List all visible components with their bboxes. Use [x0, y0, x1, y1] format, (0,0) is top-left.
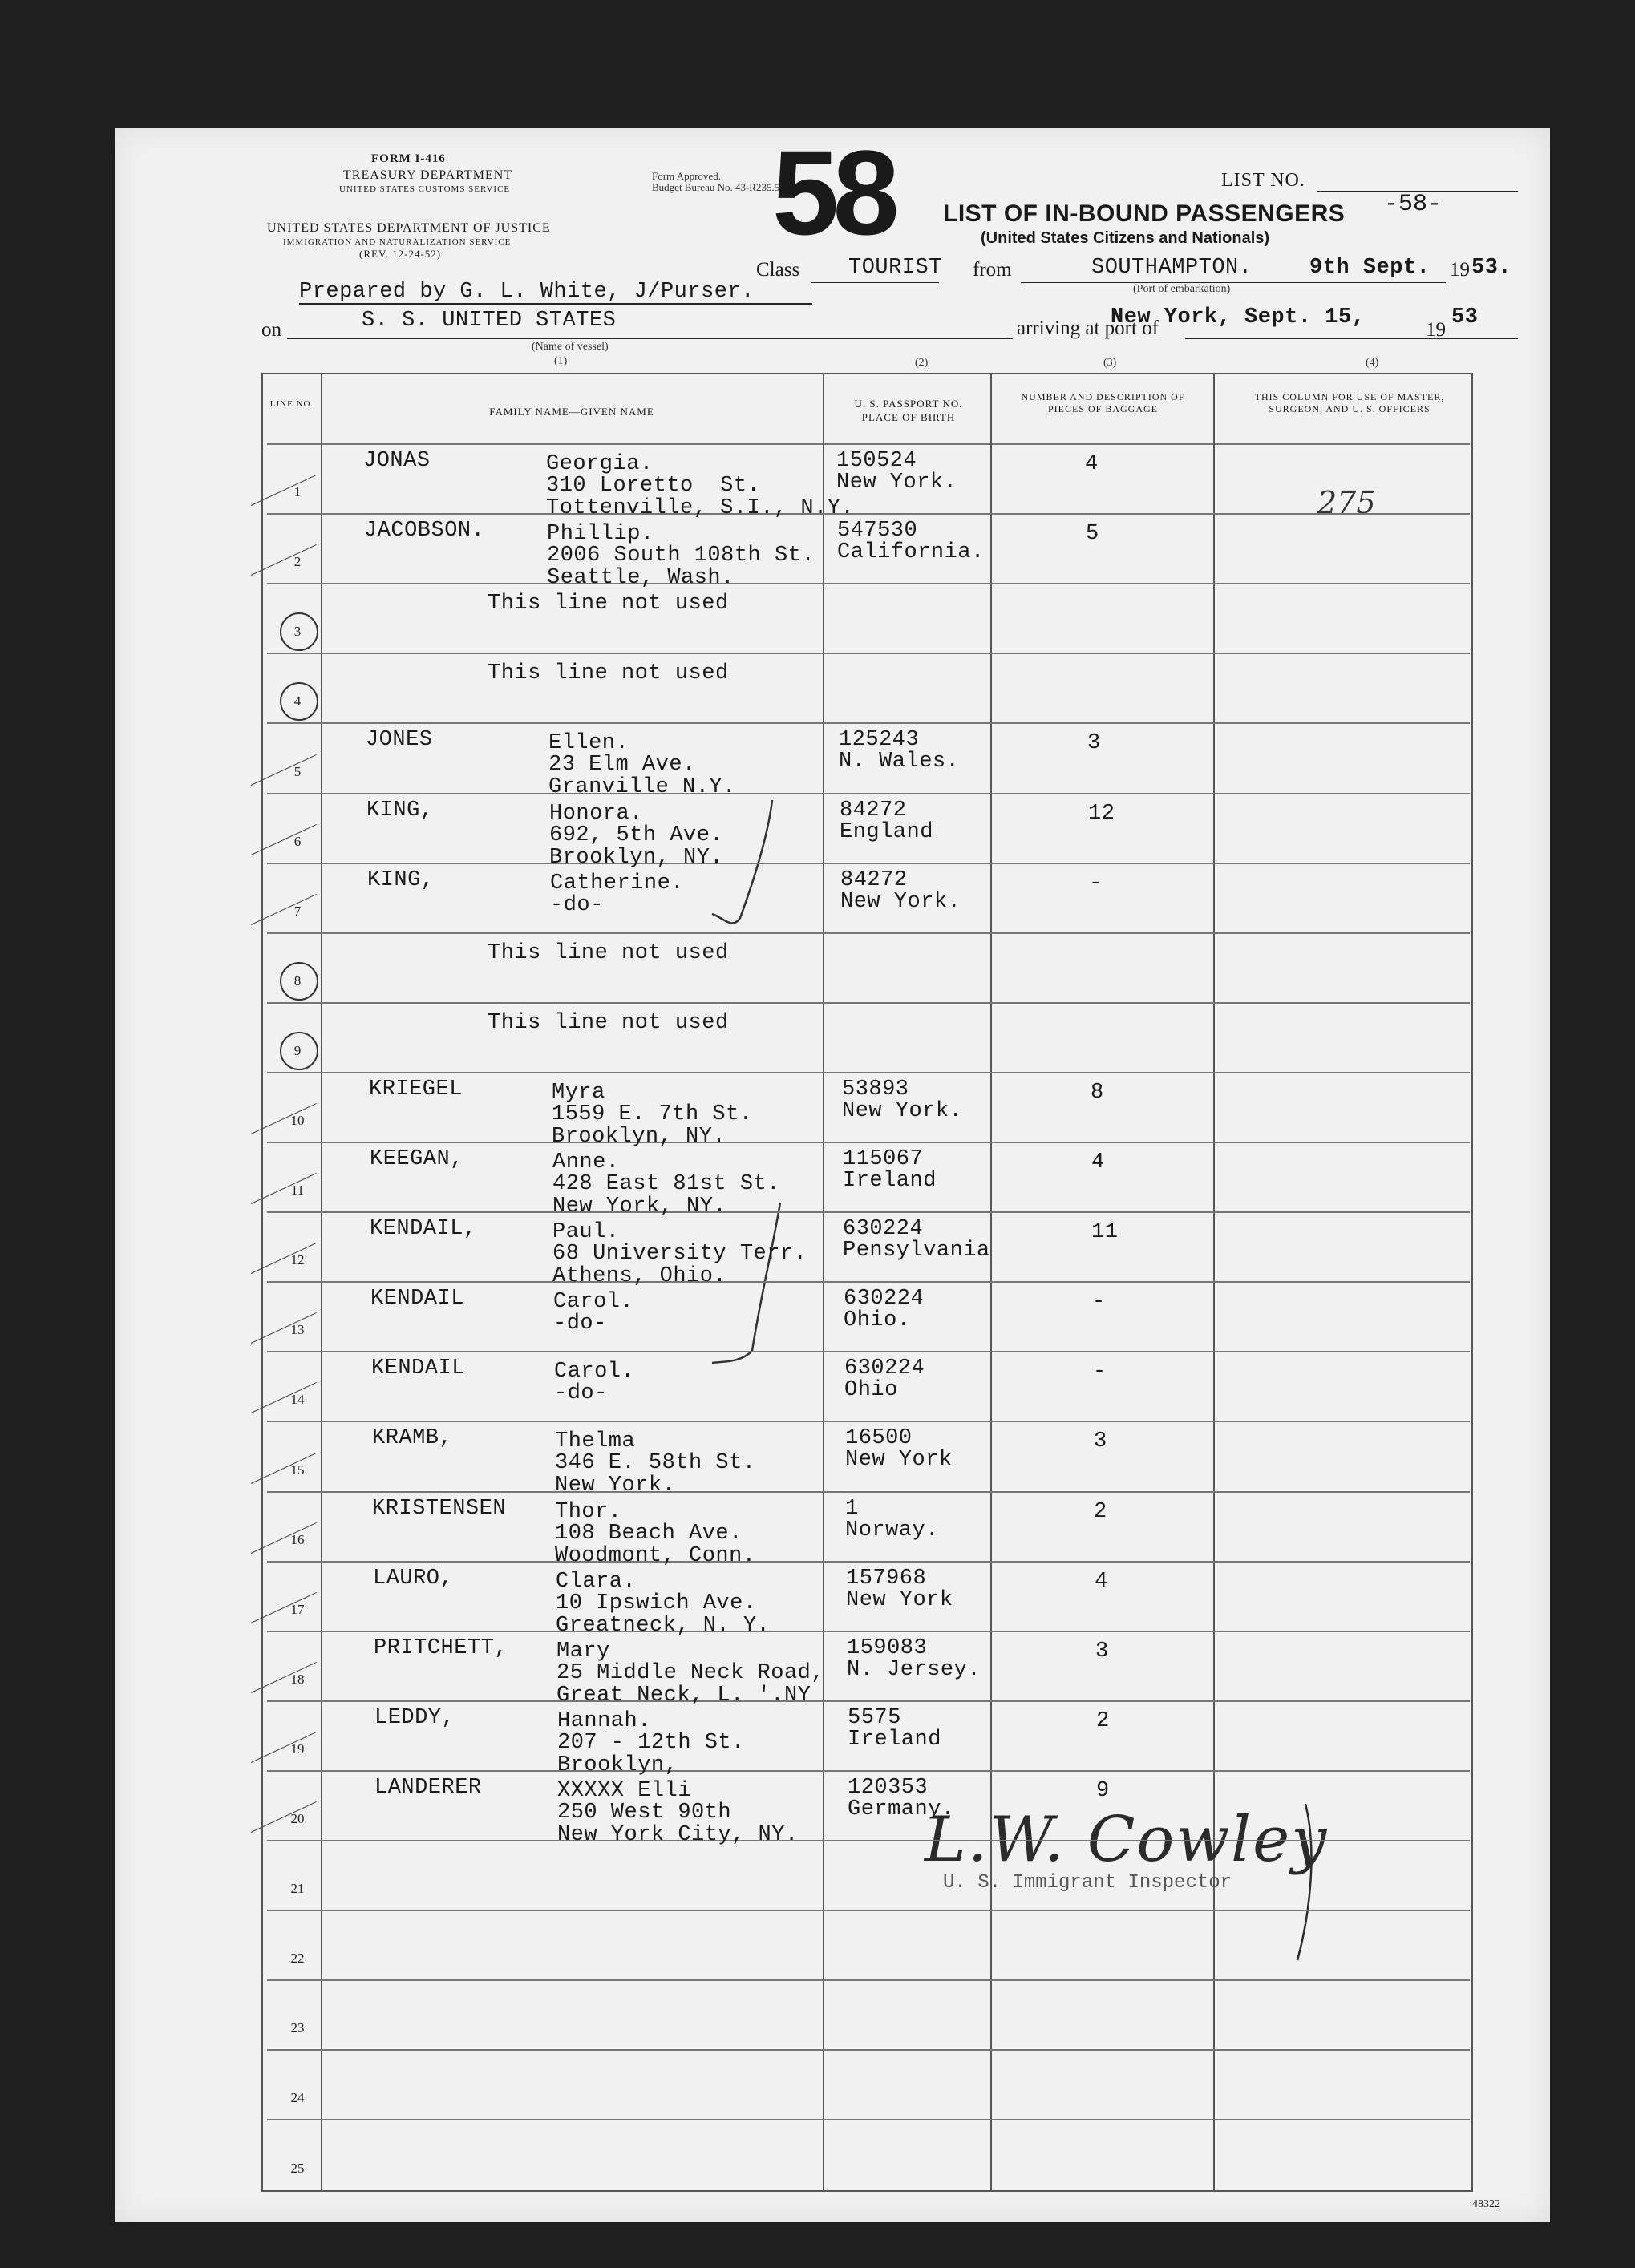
column-number-4: (4)	[1366, 357, 1379, 369]
given-name: Anne.	[552, 1150, 620, 1174]
given-name: Thelma	[555, 1429, 636, 1453]
vessel-name: S. S. UNITED STATES	[362, 309, 617, 333]
year2-prefix: 19	[1426, 319, 1446, 341]
passport-number: 630224	[844, 1356, 925, 1381]
arriving-label: arriving at port of	[1017, 317, 1159, 339]
place-of-birth: England	[840, 820, 933, 844]
big-list-number: 58	[772, 125, 893, 260]
address-line-2: Seattle, Wash.	[547, 566, 735, 590]
passport-number: 159083	[847, 1636, 928, 1660]
address-line-1: 10 Ipswich Ave.	[556, 1591, 757, 1615]
family-name: KRIEGEL	[369, 1077, 463, 1102]
given-name: Hannah.	[557, 1709, 651, 1733]
address-line-1: 428 East 81st St.	[552, 1172, 780, 1196]
line-number: 24	[290, 2090, 305, 2105]
place-of-birth: New York	[845, 1448, 953, 1472]
given-name: Paul.	[552, 1220, 620, 1244]
row-divider	[267, 1840, 1470, 1841]
embarkation-port: SOUTHAMPTON.	[1091, 256, 1253, 280]
given-name: Honora.	[549, 802, 643, 826]
family-name: KENDAIL	[370, 1287, 464, 1311]
address-line-2: Granville N.Y.	[548, 775, 736, 799]
year-prefix: 19	[1450, 259, 1470, 281]
class-label: Class	[756, 259, 800, 281]
address-line-1: 250 West 90th	[557, 1801, 732, 1825]
place-of-birth: Germany.	[848, 1797, 955, 1821]
customs-service: UNITED STATES CUSTOMS SERVICE	[339, 184, 511, 194]
form-number: FORM I-416	[371, 152, 446, 165]
passport-number: 5575	[848, 1706, 901, 1730]
line-number: 20	[290, 1811, 305, 1826]
line-number: 7	[293, 904, 302, 919]
address-line-2: New York, NY.	[552, 1195, 727, 1219]
on-label: on	[261, 319, 281, 341]
line-not-used: This line not used	[488, 661, 729, 685]
line-number: 13	[290, 1322, 305, 1337]
row-divider	[267, 653, 1470, 654]
row-divider	[267, 1351, 1470, 1352]
given-name: Mary	[556, 1639, 610, 1664]
baggage-count: 4	[1085, 452, 1099, 476]
line-number: 21	[290, 1881, 305, 1896]
row-divider	[267, 932, 1470, 934]
baggage-count: 3	[1094, 1429, 1107, 1453]
given-name: Ellen.	[548, 731, 629, 755]
address-line-2: Brooklyn, NY.	[549, 846, 724, 870]
row-divider	[267, 1072, 1470, 1073]
row-divider	[267, 1631, 1470, 1632]
line-circle-mark	[280, 1032, 318, 1070]
prepared-by: Prepared by G. L. White, J/Purser.	[299, 280, 755, 304]
address-line-1: 310 Loretto St.	[546, 474, 761, 498]
line-not-used: This line not used	[488, 941, 729, 965]
baggage-count: 9	[1096, 1779, 1110, 1803]
embarkation-date: 9th Sept.	[1309, 256, 1431, 280]
address-line-1: -do-	[553, 1312, 607, 1336]
address-line-1: -do-	[554, 1381, 608, 1405]
passport-number: 630224	[843, 1217, 924, 1241]
family-name: JONES	[366, 728, 433, 752]
baggage-count: -	[1093, 1360, 1107, 1384]
passport-number: 84272	[840, 798, 907, 823]
place-of-birth: New York.	[842, 1099, 963, 1123]
baggage-count: -	[1092, 1290, 1106, 1314]
form-title: LIST OF IN-BOUND PASSENGERS	[943, 200, 1346, 227]
given-name: Thor.	[555, 1500, 622, 1524]
place-of-birth: N. Wales.	[839, 750, 960, 774]
address-line-2: Brooklyn, NY.	[552, 1125, 726, 1149]
passport-number: 115067	[843, 1147, 924, 1171]
baggage-count: -	[1089, 871, 1103, 895]
line-number: 18	[290, 1672, 305, 1687]
line-number: 3	[293, 624, 302, 639]
baggage-count: 4	[1091, 1150, 1105, 1174]
line-number: 6	[293, 834, 302, 849]
place-of-birth: N. Jersey.	[847, 1658, 981, 1682]
row-divider	[267, 1979, 1470, 1981]
row-divider	[267, 2119, 1470, 2120]
place-of-birth: Pensylvania	[843, 1239, 990, 1263]
line-number: 11	[290, 1183, 305, 1198]
line-number: 22	[290, 1951, 305, 1966]
passport-number: 1	[845, 1497, 859, 1521]
line-circle-mark	[280, 962, 318, 1001]
family-name: KING,	[366, 798, 434, 823]
line-number: 23	[290, 2020, 305, 2036]
inspector-signature: L.W. Cowley	[925, 1804, 1329, 1876]
baggage-count: 4	[1095, 1570, 1108, 1594]
list-no-value: -58-	[1384, 191, 1443, 218]
line-not-used: This line not used	[488, 592, 729, 616]
family-name: LEDDY,	[374, 1706, 455, 1730]
row-divider	[267, 1491, 1470, 1493]
line-number: 4	[293, 693, 302, 709]
from-label: from	[973, 259, 1012, 281]
place-of-birth: Ireland	[843, 1169, 937, 1193]
passport-number: 16500	[845, 1426, 913, 1450]
family-name: KRAMB,	[372, 1426, 453, 1450]
passport-number: 547530	[837, 519, 918, 543]
arrival-year: 53	[1451, 305, 1479, 329]
class-value: TOURIST	[848, 256, 942, 280]
baggage-count: 2	[1096, 1709, 1110, 1733]
footer-code: 48322	[1472, 2198, 1500, 2210]
family-name: KENDAIL,	[370, 1217, 477, 1241]
line-circle-mark	[280, 612, 318, 651]
passport-number: 84272	[840, 868, 908, 892]
embarkation-caption: (Port of embarkation)	[1133, 283, 1231, 295]
address-line-2: Great Neck, L. '.NY	[556, 1684, 811, 1708]
line-number: 14	[290, 1392, 305, 1407]
line-number: 8	[293, 973, 302, 988]
row-divider	[267, 1910, 1470, 1911]
place-of-birth: Ohio.	[844, 1308, 911, 1332]
arrival-port: New York, Sept. 15,	[1111, 305, 1366, 329]
row-divider	[267, 1002, 1470, 1004]
column-number-1: (1)	[554, 355, 568, 367]
line-number: 12	[290, 1252, 305, 1267]
form-subtitle: (United States Citizens and Nationals)	[981, 229, 1270, 247]
col-header-passport: U. S. PASSPORT NO. PLACE OF BIRTH	[854, 398, 963, 423]
given-name: Phillip.	[547, 522, 654, 546]
baggage-count: 11	[1091, 1220, 1119, 1244]
place-of-birth: New York	[846, 1588, 953, 1612]
treasury-dept: TREASURY DEPARTMENT	[343, 168, 513, 182]
family-name: LANDERER	[374, 1776, 482, 1800]
row-divider	[267, 863, 1470, 864]
given-name: Catherine.	[550, 871, 685, 895]
line-number: 9	[293, 1043, 302, 1058]
row-divider	[267, 2049, 1470, 2051]
address-line-1: 692, 5th Ave.	[549, 823, 724, 847]
address-line-2: Athens, Ohio.	[552, 1264, 727, 1288]
passport-number: 150524	[836, 449, 917, 473]
passport-number: 125243	[839, 728, 920, 752]
family-name: KEEGAN,	[370, 1147, 463, 1171]
address-line-2: New York.	[555, 1474, 676, 1498]
family-name: KING,	[367, 868, 435, 892]
address-line-1: 108 Beach Ave.	[555, 1522, 743, 1546]
address-line-2: Brooklyn,	[557, 1753, 678, 1777]
justice-dept: UNITED STATES DEPARTMENT OF JUSTICE	[267, 221, 551, 235]
address-line-1: 25 Middle Neck Road,	[556, 1661, 825, 1685]
line-number: 5	[293, 764, 302, 779]
line-number: 10	[290, 1113, 305, 1128]
row-divider	[267, 1770, 1470, 1772]
passport-number: 53893	[842, 1077, 909, 1102]
place-of-birth: Ireland	[848, 1728, 941, 1752]
family-name: KRISTENSEN	[372, 1497, 507, 1521]
row-divider	[267, 1211, 1470, 1213]
line-number: 2	[293, 554, 302, 569]
row-divider	[267, 793, 1470, 794]
address-line-1: 346 E. 58th St.	[555, 1451, 756, 1475]
address-line-1: 68 University Terr.	[552, 1242, 807, 1266]
line-number: 17	[290, 1602, 305, 1617]
row-divider	[267, 722, 1470, 724]
line-number: 16	[290, 1532, 305, 1547]
embarkation-year: 53.	[1471, 256, 1512, 280]
budget-bureau: Budget Bureau No. 43-R235.5	[652, 181, 780, 193]
passport-number: 157968	[846, 1567, 927, 1591]
baggage-count: 3	[1087, 731, 1101, 755]
baggage-count: 5	[1086, 522, 1099, 546]
family-name: KENDAIL	[371, 1356, 465, 1381]
line-number: 1	[293, 484, 302, 499]
baggage-count: 12	[1088, 802, 1115, 826]
family-name: JACOBSON.	[364, 519, 485, 543]
address-line-1: -do-	[550, 893, 604, 917]
column-number-2: (2)	[915, 357, 929, 369]
row-divider	[267, 513, 1470, 515]
address-line-1: 2006 South 108th St.	[547, 544, 815, 568]
row-divider	[267, 1281, 1470, 1283]
officer-note: 275	[1317, 485, 1376, 520]
inspector-caption: U. S. Immigrant Inspector	[943, 1872, 1232, 1894]
passport-number: 120353	[848, 1776, 929, 1800]
line-number: 15	[290, 1462, 305, 1478]
row-divider	[267, 1561, 1470, 1563]
given-name: Clara.	[556, 1570, 637, 1594]
baggage-count: 3	[1095, 1639, 1109, 1664]
col-header-name: FAMILY NAME—GIVEN NAME	[489, 406, 654, 418]
place-of-birth: Ohio	[844, 1378, 898, 1402]
place-of-birth: New York.	[840, 890, 961, 914]
address-line-2: Woodmont, Conn.	[555, 1544, 756, 1568]
form-revision: (REV. 12-24-52)	[359, 248, 442, 260]
baggage-count: 2	[1094, 1500, 1107, 1524]
address-line-2: Tottenville, S.I., N.Y.	[546, 496, 855, 520]
place-of-birth: Norway.	[845, 1518, 939, 1542]
family-name: LAURO,	[373, 1567, 454, 1591]
row-divider	[267, 583, 1470, 584]
given-name: Carol.	[554, 1360, 635, 1384]
row-divider	[267, 1700, 1470, 1702]
row-divider	[267, 1421, 1470, 1422]
passport-number: 630224	[844, 1287, 925, 1311]
col-header-line-no: LINE NO.	[269, 399, 314, 409]
address-line-1: 23 Elm Ave.	[548, 753, 696, 777]
line-number: 25	[290, 2161, 305, 2176]
address-line-1: 207 - 12th St.	[557, 1731, 745, 1755]
address-line-2: New York City, NY.	[557, 1823, 799, 1847]
given-name: XXXXX Elli	[557, 1779, 692, 1803]
list-no-label: LIST NO.	[1221, 170, 1305, 191]
family-name: PRITCHETT,	[374, 1636, 508, 1660]
given-name: Carol.	[553, 1290, 634, 1314]
line-number: 19	[290, 1741, 305, 1757]
address-line-1: 1559 E. 7th St.	[552, 1102, 753, 1126]
column-number-3: (3)	[1103, 357, 1117, 369]
col-header-baggage: NUMBER AND DESCRIPTION OF PIECES OF BAGGAGE	[1021, 391, 1185, 414]
form-approved: Form Approved.	[652, 170, 721, 182]
address-line-2: Greatneck, N. Y.	[556, 1614, 771, 1638]
document-page	[115, 125, 1550, 2222]
line-not-used: This line not used	[488, 1011, 729, 1035]
vessel-caption: (Name of vessel)	[532, 341, 609, 353]
given-name: Myra	[552, 1081, 605, 1105]
place-of-birth: New York.	[836, 471, 957, 495]
place-of-birth: California.	[837, 540, 985, 564]
family-name: JONAS	[363, 449, 431, 473]
baggage-count: 8	[1091, 1081, 1104, 1105]
immigration-service: IMMIGRATION AND NATURALIZATION SERVICE	[283, 237, 512, 247]
line-circle-mark	[280, 682, 318, 721]
row-divider	[267, 1142, 1470, 1143]
col-header-officers: THIS COLUMN FOR USE OF MASTER, SURGEON, AND U. S. OFFICERS	[1254, 391, 1445, 414]
given-name: Georgia.	[546, 452, 654, 476]
